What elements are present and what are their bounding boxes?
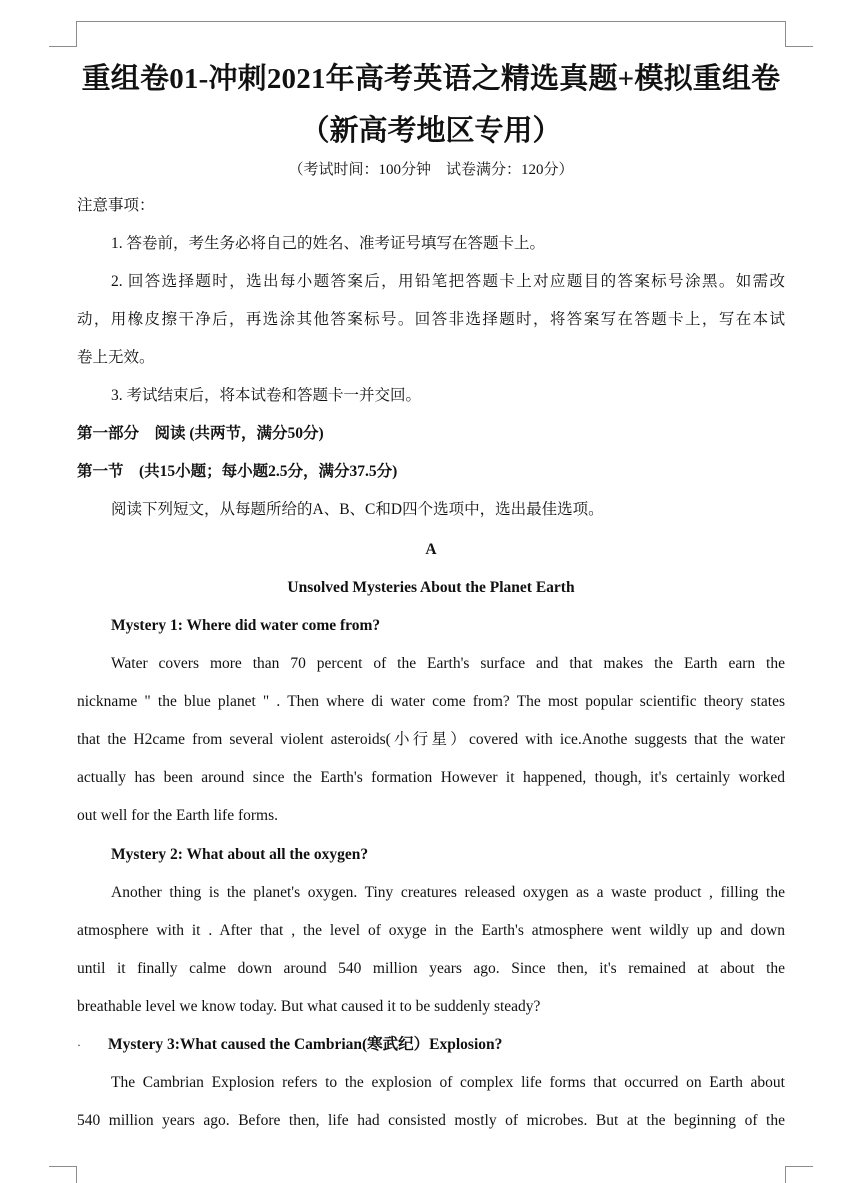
- section-heading: 第一节 (共15小题；每小题2.5分，满分37.5分): [77, 463, 398, 480]
- instruction: 阅读下列短文，从每题所给的A、B、C和D四个选项中，选出最佳选项。: [111, 501, 604, 518]
- crop-mark-bottom-left-v: [76, 1166, 77, 1183]
- mystery-1-heading: Mystery 1: Where did water come from?: [111, 617, 381, 634]
- crop-mark-top-right-v: [785, 22, 786, 47]
- paragraph-line: Another thing is the planet's oxygen. Tiny creatures released oxygen as a waste product , filling the: [111, 884, 785, 901]
- paragraph-line: that the H2came from several violent asteroids(小行星）covered with ice.Anothe suggests that the water: [77, 731, 785, 748]
- document-subtitle-region: （新高考地区专用）: [300, 115, 562, 147]
- notice-item-2-cont: 动，用橡皮擦干净后，再选涂其他答案标号。回答非选择题时，将答案写在答题卡上，写在本试: [77, 311, 785, 328]
- paragraph-line: until it finally calme down around 540 million years ago. Since then, it's remained at about the: [77, 960, 785, 977]
- crop-mark-bottom-left-h: [49, 1166, 77, 1167]
- paragraph-line: out well for the Earth life forms.: [77, 807, 279, 824]
- paragraph-line: nickname " the blue planet " . Then where di water come from? The most popular scientific theory states: [77, 693, 785, 710]
- crop-mark-top-left-v: [76, 22, 77, 47]
- mystery-3-heading: Mystery 3:What caused the Cambrian(寒武纪）Explosion?: [108, 1036, 503, 1053]
- crop-mark-top-right-h: [785, 46, 813, 47]
- notice-heading: 注意事项：: [77, 197, 155, 214]
- header-rule: [76, 21, 786, 22]
- paragraph-line: breathable level we know today. But what caused it to be suddenly steady?: [77, 998, 541, 1015]
- notice-item-2-end: 卷上无效。: [77, 349, 155, 366]
- list-bullet: ·: [77, 1038, 81, 1052]
- exam-info: （考试时间：100分钟 试卷满分：120分）: [288, 162, 574, 178]
- crop-mark-bottom-right-h: [785, 1166, 813, 1167]
- crop-mark-bottom-right-v: [785, 1166, 786, 1183]
- paragraph-line: actually has been around since the Earth's formation However it happened, though, it's certainly worked: [77, 769, 785, 786]
- paragraph-line: 540 million years ago. Before then, life had consisted mostly of microbes. But at the beginning of the: [77, 1112, 785, 1129]
- paragraph-line: Water covers more than 70 percent of the Earth's surface and that makes the Earth earn the: [111, 655, 785, 672]
- passage-label: A: [425, 541, 437, 558]
- paragraph-line: atmosphere with it . After that , the level of oxyge in the Earth's atmosphere went wildly up and down: [77, 922, 785, 939]
- part-heading: 第一部分 阅读 (共两节，满分50分): [77, 425, 324, 442]
- crop-mark-top-left-h: [49, 46, 77, 47]
- notice-item-2: 2. 回答选择题时，选出每小题答案后，用铅笔把答题卡上对应题目的答案标号涂黑。如需改: [111, 273, 785, 290]
- notice-item-3: 3. 考试结束后，将本试卷和答题卡一并交回。: [111, 387, 422, 404]
- notice-item-1: 1. 答卷前，考生务必将自己的姓名、准考证号填写在答题卡上。: [111, 235, 546, 252]
- mystery-2-heading: Mystery 2: What about all the oxygen?: [111, 846, 369, 863]
- passage-title: Unsolved Mysteries About the Planet Earth: [287, 579, 575, 596]
- document-title: 重组卷01-冲刺2021年高考英语之精选真题+模拟重组卷: [81, 63, 781, 95]
- paragraph-line: The Cambrian Explosion refers to the explosion of complex life forms that occurred on Earth about: [111, 1074, 785, 1091]
